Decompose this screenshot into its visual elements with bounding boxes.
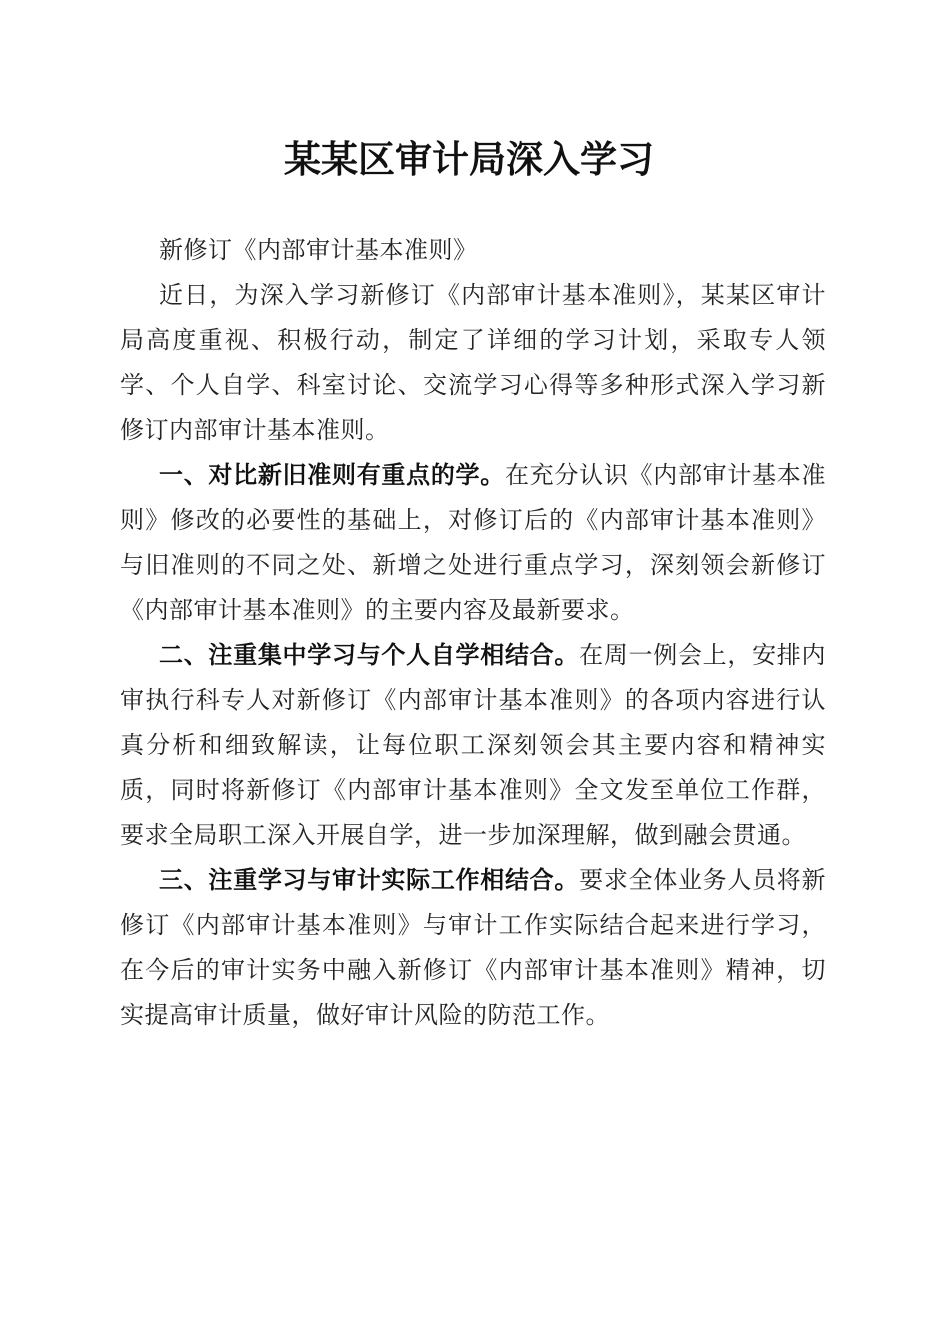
- section-text: 在充分认识《内部审计基本准则》修改的必要性的基础上，对修订后的《内部审计基本准则》与旧准则的不同之处、新增之处进行重点学习，深刻领会新修订《内部审计基本准则》的主要内容及最新要求。: [120, 461, 827, 624]
- section-paragraph: [120, 453, 826, 633]
- intro-paragraph: 近日，为深入学习新修订《内部审计基本准则》，某某区审计局高度重视、积极行动，制定了详细的学习计划，采取专人领学、个人自学、科室讨论、交流学习心得等多种形式深入学习新修订内部审计基本准则。: [120, 281, 826, 444]
- section-heading: 二、注重集中学习与个人自学相结合。: [159, 641, 580, 669]
- section-paragraph: [120, 858, 826, 1038]
- section-heading: 一、对比新旧准则有重点的学。: [159, 461, 505, 489]
- section-text: 要求全体业务人员将新修订《内部审计基本准则》与审计工作实际结合起来进行学习，在今后的审计实务中融入新修订《内部审计基本准则》精神，切实提高审计质量，做好审计风险的防范工作。: [120, 866, 827, 1029]
- section-heading: 三、注重学习与审计实际工作相结合。: [159, 866, 580, 894]
- section-text: 在周一例会上，安排内审执行科专人对新修订《内部审计基本准则》的各项内容进行认真分析和细致解读，让每位职工深刻领会其主要内容和精神实质，同时将新修订《内部审计基本准则》全文发至单位工作群，要求全局职工深入开展自学，进一步加深理解，做到融会贯通。: [120, 641, 827, 849]
- document-title: 某某区审计局深入学习: [284, 137, 654, 181]
- document-body: [120, 228, 826, 1038]
- document-subtitle: 新修订《内部审计基本准则》: [159, 236, 478, 264]
- section-paragraph: [120, 633, 826, 858]
